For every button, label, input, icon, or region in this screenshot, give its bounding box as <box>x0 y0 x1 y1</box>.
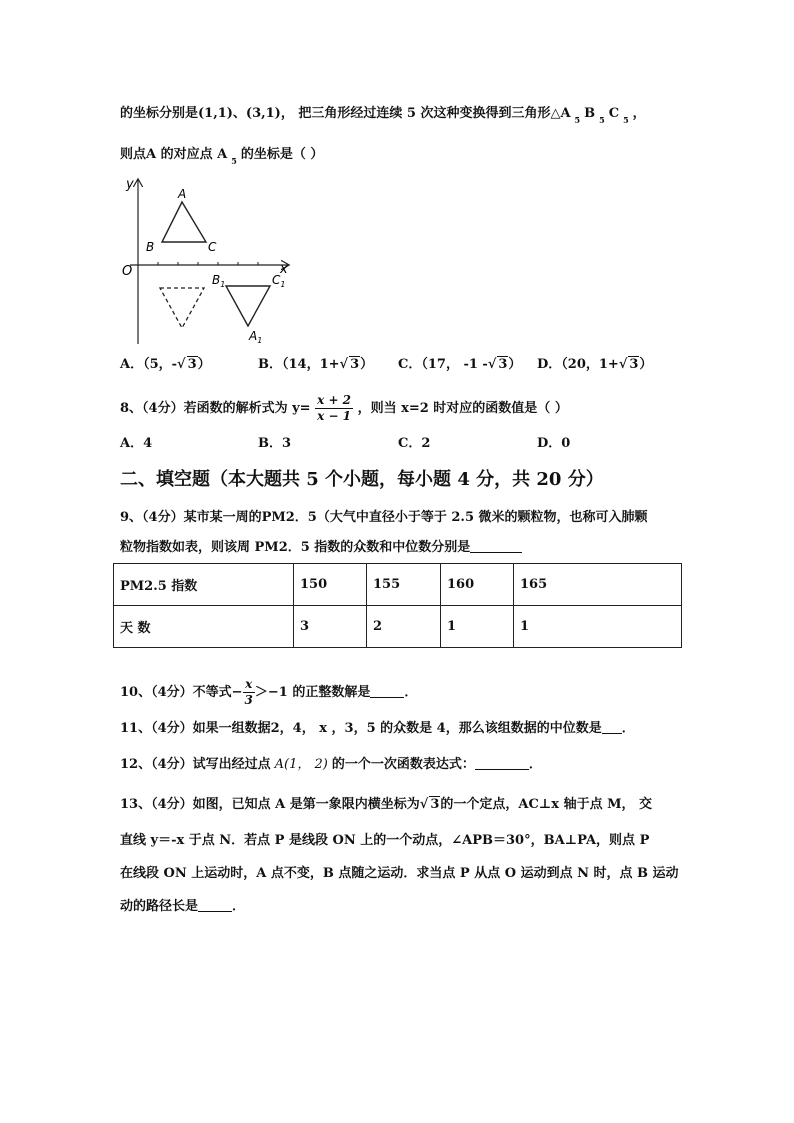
q8-stem <box>120 393 568 424</box>
answer-blank[interactable] <box>198 899 232 912</box>
answer-blank[interactable] <box>470 540 522 553</box>
table-cell: 1 <box>514 606 682 648</box>
option-tail: ） <box>360 357 374 372</box>
q7-figure <box>118 172 298 350</box>
q7-line2 <box>120 147 324 166</box>
radicand: 3 <box>187 357 197 372</box>
point-label: A(1， 2) <box>274 757 328 772</box>
q7-line1 <box>120 106 646 125</box>
q13-line4 <box>120 899 245 913</box>
q7-option-d: D．（20，1+√ 3） <box>537 357 653 372</box>
label-a1: $A_1$ <box>249 329 263 345</box>
q9-line2-text: 粒物指数如表，则该周 PM2．5 指数的众数和中位数分别是 <box>120 540 471 555</box>
denominator: 3 <box>244 693 253 707</box>
option-tail: ） <box>508 357 522 372</box>
origin-label: O <box>122 264 133 279</box>
answer-blank[interactable] <box>370 685 404 698</box>
subscript: 5 <box>231 156 237 166</box>
label-c: C <box>208 240 217 254</box>
q13-line1-post: 的一个定点，AC⊥x 轴于点 M， 交 <box>440 797 653 812</box>
q13-line4-text: 动的路径长是 <box>120 899 199 914</box>
q7-line1-text: 的坐标分别是(1,1)、(3,1)， 把三角形经过连续 5 次这种变换得到三角形△A <box>120 106 571 121</box>
label-b1: $B_1$ <box>212 273 226 289</box>
triangle-a1b1c1 <box>226 286 270 326</box>
option-label: B．（14，1+ <box>258 357 340 372</box>
q8-stem-pre: 8、（4分）若函数的解析式为 y= <box>120 401 311 416</box>
table-cell: 150 <box>294 564 367 606</box>
table-cell: 3 <box>294 606 367 648</box>
option-tail: ） <box>639 357 653 372</box>
q9-line1: 9、（4分）某市某一周的PM2．5（大气中直径小于等于 2.5 微米的颗粒物，也称可入肺颗 <box>120 510 648 525</box>
q7-option-b: B．（14，1+√ 3） <box>258 357 374 372</box>
q10-fraction <box>243 677 255 708</box>
vertex-label: C <box>608 106 620 121</box>
table-row <box>114 564 682 606</box>
q10-post: ＞−1 的正整数解是 <box>254 685 371 700</box>
option-label: A．（5，- <box>120 357 178 372</box>
q7-line2-bracket: 的坐标是（ ） <box>240 147 324 162</box>
q7-line2-text: 则点A 的对应点 A <box>120 147 228 162</box>
section-heading: 二、填空题（本大题共 5 个小题，每小题 4 分，共 20 分） <box>120 469 604 490</box>
table-cell: PM2.5 指数 <box>114 564 294 606</box>
q12-post: 的一个一次函数表达式： <box>331 757 475 772</box>
table-cell: 155 <box>367 564 441 606</box>
option-label: C．（17， -1 - <box>398 357 488 372</box>
numerator: x <box>245 677 253 691</box>
subscript: 5 <box>599 115 605 125</box>
triangle-abc <box>162 202 206 242</box>
option-tail: ） <box>197 357 211 372</box>
q12 <box>120 757 542 771</box>
x-axis-label: x <box>280 262 288 277</box>
punct: ． <box>621 721 635 736</box>
label-c1: $C_1$ <box>272 273 286 289</box>
q7-option-a: A．（5，-√ 3） <box>120 357 211 372</box>
q8-fraction <box>315 393 353 424</box>
q13-line3: 在线段 ON 上运动时，A 点不变，B 点随之运动．求当点 P 从点 O 运动到点 N 时，点 B 运动 <box>120 866 679 881</box>
radicand: 3 <box>430 797 440 812</box>
subscript: 5 <box>574 115 581 125</box>
label-b: B <box>146 240 155 254</box>
denominator: x − 1 <box>317 409 352 423</box>
y-axis-label: y <box>126 177 134 192</box>
punct: ． <box>232 899 246 914</box>
table-cell: 1 <box>441 606 514 648</box>
answer-blank[interactable] <box>475 757 529 770</box>
q12-pre: 12、（4分）试写出经过点 <box>120 757 271 772</box>
radicand: 3 <box>629 357 639 372</box>
q10 <box>120 677 417 708</box>
radicand: 3 <box>498 357 508 372</box>
q13-line1: 13、（4分）如图，已知点 A 是第一象限内横坐标为√ 3的一个定点，AC⊥x 轴于点 M， 交 <box>120 797 653 812</box>
option-label: D．（20，1+ <box>537 357 619 372</box>
answer-blank[interactable] <box>602 721 622 734</box>
pm25-table <box>113 563 682 648</box>
table-cell: 2 <box>367 606 441 648</box>
q7-option-c: C．（17， -1 -√ 3） <box>398 357 522 372</box>
q13-line2: 直线 y＝-x 于点 N．若点 P 是线段 ON 上的一个动点，∠APB＝30°，BA⊥PA，则点 P <box>120 833 650 848</box>
q8-option-a: A．4 <box>120 436 153 451</box>
dashed-triangle <box>160 288 204 328</box>
q8-option-b: B．3 <box>258 436 292 451</box>
punct: ， <box>632 106 646 121</box>
q9-line2 <box>120 540 522 554</box>
vertex-label: B <box>584 106 596 121</box>
q13-line1-pre: 13、（4分）如图，已知点 A 是第一象限内横坐标为 <box>120 797 420 812</box>
q8-option-d: D．0 <box>537 436 571 451</box>
q8-stem-post: ，则当 x=2 时对应的函数值是（ ） <box>357 401 568 416</box>
table-cell: 160 <box>441 564 514 606</box>
q10-pre: 10、（4分）不等式− <box>120 685 243 700</box>
table-cell: 天 数 <box>114 606 294 648</box>
q11-text: 11、（4分）如果一组数据2，4， x ，3，5 的众数是 4，那么该组数据的中位数是 <box>120 721 602 736</box>
q8-option-c: C．2 <box>398 436 431 451</box>
table-row <box>114 606 682 648</box>
numerator: x + 2 <box>317 393 352 407</box>
radicand: 3 <box>350 357 360 372</box>
punct: ． <box>528 757 542 772</box>
q11 <box>120 721 635 735</box>
table-cell: 165 <box>514 564 682 606</box>
punct: ． <box>404 685 418 700</box>
subscript: 5 <box>623 115 629 125</box>
label-a: A <box>178 187 187 201</box>
